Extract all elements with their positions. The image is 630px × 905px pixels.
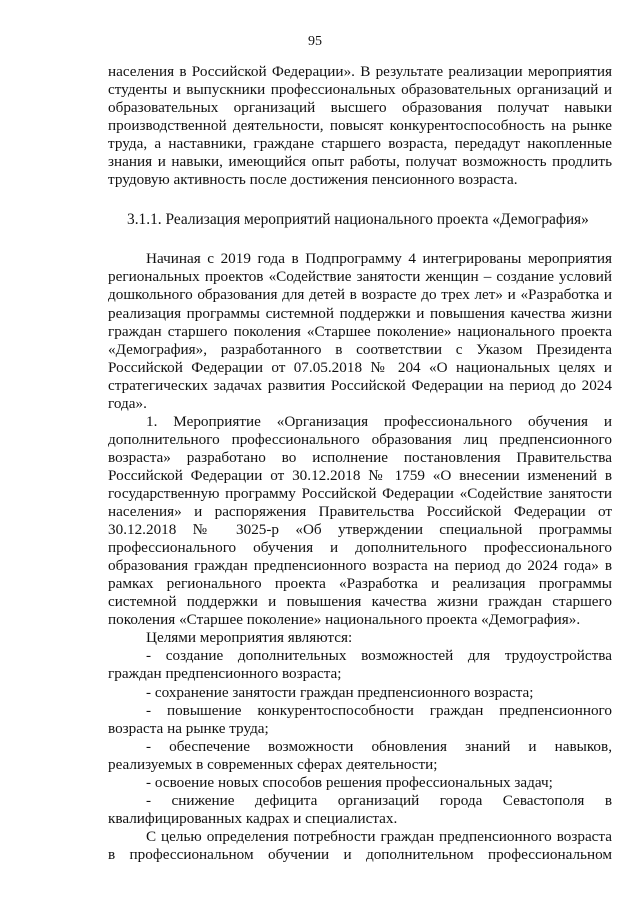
goal-item: - обеспечение возможности обновления знаний и навыков, реализуемых в современных сферах деятельности; bbox=[108, 737, 612, 773]
intro-paragraph: населения в Российской Федерации». В результате реализации мероприятия студенты и выпускники профессиональных образовательных организаций и образовательных организаций высшего образования получат навыки производственной деятельности, повысят конкурентоспособность на рынке труда, а наставники, граждане старшего возраста, передадут накопленные знания и навыки, имеющийся опыт работы, получат возможность продлить трудовую активность после достижения пенсионного возраста. bbox=[108, 63, 612, 189]
section-heading: 3.1.1. Реализация мероприятий национального проекта «Демография» bbox=[127, 211, 589, 229]
goal-item: - создание дополнительных возможностей для трудоустройства граждан предпенсионного возраста; bbox=[108, 647, 612, 683]
goal-item: - освоение новых способов решения профессиональных задач; bbox=[146, 773, 553, 791]
goal-item: - повышение конкурентоспособности граждан предпенсионного возраста на рынке труда; bbox=[108, 701, 612, 737]
goals-intro: Целями мероприятия являются: bbox=[146, 629, 353, 647]
page-number: 95 bbox=[308, 34, 322, 49]
subprogram-paragraph: Начиная с 2019 года в Подпрограмму 4 интегрированы мероприятия региональных проектов «Содействие занятости женщин – создание условий дошкольного образования для детей в возрасте до трех лет» и «Разработка и реализация программы системной поддержки и повышения качества жизни граждан старшего поколения «Старшее поколение» национального проекта «Демография», разработанного в соответствии с Указом Президента Российской Федерации от 07.05.2018 № 204 «О национальных целях и стратегических задачах развития Российской Федерации на период до 2024 года». bbox=[108, 250, 612, 412]
goal-item: - снижение дефицита организаций города Севастополя в квалифицированных кадрах и специалистах. bbox=[108, 791, 612, 827]
goal-item: - сохранение занятости граждан предпенсионного возраста; bbox=[146, 683, 534, 701]
final-paragraph: С целью определения потребности граждан предпенсионного возраста в профессиональном обучении и дополнительном профессиональном bbox=[108, 827, 612, 863]
event-paragraph: 1. Мероприятие «Организация профессионального обучения и дополнительного профессионального образования лиц предпенсионного возраста» разработано во исполнение постановления Правительства Российской Федерации от 30.12.2018 № 1759 «О внесении изменений в государственную программу Российской Федерации «Содействие занятости населения» и распоряжения Правительства Российской Федерации от 30.12.2018 № 3025-р «Об утверждении специальной программы профессионального обучения и дополнительного профессионального образования граждан предпенсионного возраста на период до 2024 года» в рамках регионального проекта «Разработка и реализация программы системной поддержки и повышения качества жизни граждан старшего поколения «Старшее поколение» национального проекта «Демография». bbox=[108, 412, 612, 629]
document-body bbox=[108, 63, 612, 864]
